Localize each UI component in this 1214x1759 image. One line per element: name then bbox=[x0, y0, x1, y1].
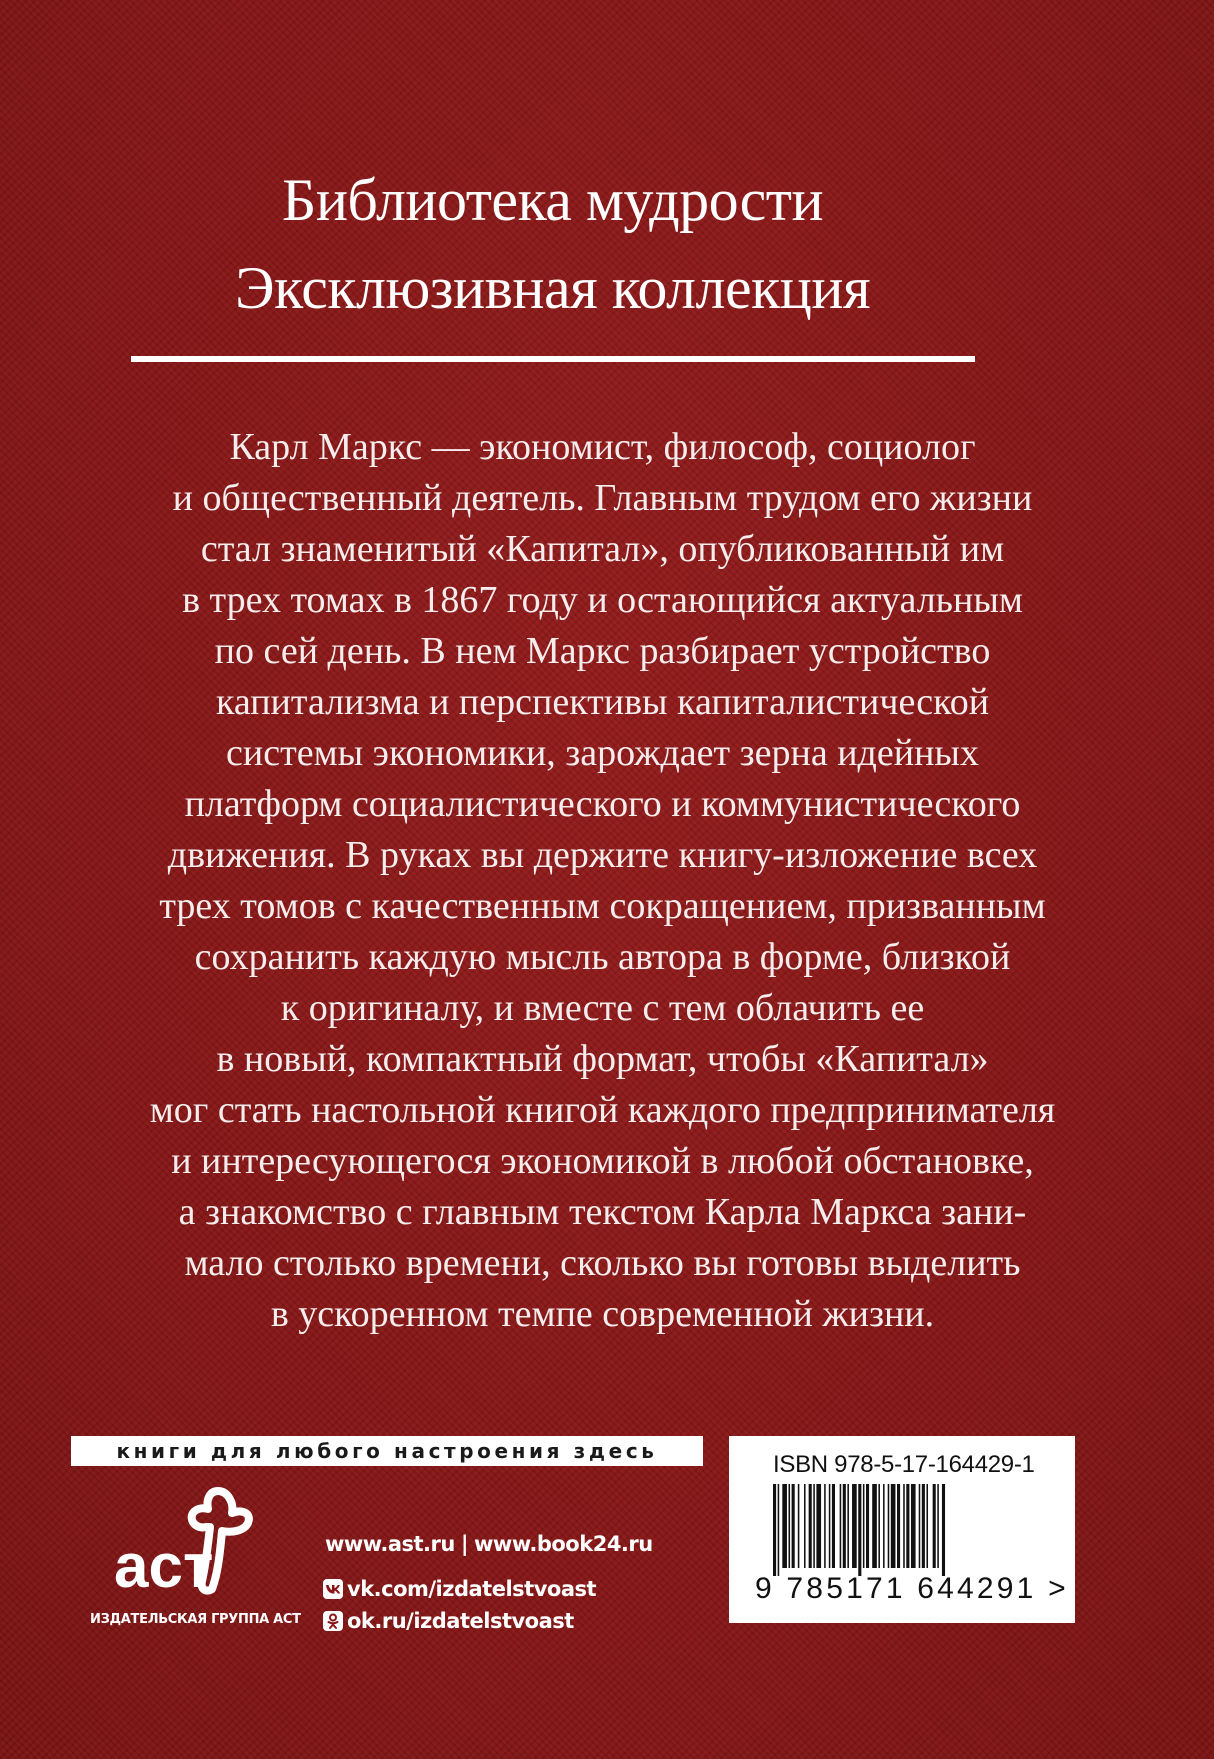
barcode-icon bbox=[773, 1484, 1023, 1576]
series-title-line2: Эксклюзивная коллекция bbox=[234, 255, 871, 321]
barcode-bar bbox=[824, 1484, 826, 1568]
barcode-bar bbox=[866, 1484, 869, 1568]
description-line: в новый, компактный формат, чтобы «Капитал» bbox=[216, 1038, 989, 1080]
description-line: и общественный деятель. Главным трудом его жизни bbox=[172, 477, 1033, 519]
vk-link[interactable]: vk.com/izdatelstvoast bbox=[347, 1577, 597, 1601]
barcode-bar bbox=[816, 1484, 821, 1568]
description-line: стал знаменитый «Капитал», опубликованный им bbox=[200, 528, 1005, 570]
website-book24-link[interactable]: www.book24.ru bbox=[474, 1532, 653, 1556]
publisher-name: ИЗДАТЕЛЬСКАЯ ГРУППА АСТ bbox=[90, 1612, 301, 1627]
barcode-bar bbox=[813, 1484, 815, 1568]
barcode-bar bbox=[883, 1484, 885, 1568]
social-ok[interactable] bbox=[323, 1609, 574, 1633]
barcode-bar bbox=[832, 1484, 835, 1568]
description-line: трех томов с качественным сокращением, призванным bbox=[159, 885, 1046, 927]
barcode-bar bbox=[922, 1484, 925, 1568]
barcode-bar bbox=[798, 1484, 800, 1568]
description-line: в трех томах в 1867 году и остающийся актуальным bbox=[182, 579, 1023, 621]
barcode-bar bbox=[919, 1484, 921, 1568]
links-separator: | bbox=[460, 1532, 469, 1556]
barcode-bar bbox=[792, 1484, 795, 1568]
barcode-bar bbox=[888, 1484, 890, 1568]
ok-icon bbox=[323, 1611, 343, 1631]
barcode-bar bbox=[878, 1484, 880, 1568]
barcode-bar bbox=[789, 1484, 791, 1568]
barcode-bar bbox=[942, 1484, 945, 1576]
description-line: к оригиналу, и вместе с тем облачить ее bbox=[280, 987, 925, 1029]
barcode-bar bbox=[852, 1484, 857, 1568]
barcode-bar bbox=[906, 1484, 909, 1568]
barcode-bar bbox=[863, 1484, 865, 1568]
barcode-bar bbox=[840, 1484, 842, 1568]
barcode-digits: 9 785171 644291 > bbox=[755, 1572, 1069, 1605]
logo-letters: аст bbox=[114, 1532, 214, 1601]
barcode-bar bbox=[903, 1484, 905, 1568]
book-description bbox=[40, 422, 1165, 1340]
barcode-bar bbox=[843, 1484, 846, 1568]
barcode-bar bbox=[911, 1484, 916, 1568]
description-line: Карл Маркс — экономист, философ, социолог bbox=[229, 426, 976, 468]
barcode-bar bbox=[891, 1484, 896, 1568]
description-line: системы экономики, зарождает зерна идейных bbox=[226, 732, 979, 774]
barcode-bar bbox=[937, 1484, 939, 1568]
description-line: и интересующегося экономикой в любой обстановке, bbox=[171, 1140, 1034, 1182]
description-line: сохранить каждую мысль автора в форме, близкой bbox=[194, 936, 1011, 978]
barcode-bar bbox=[926, 1484, 928, 1568]
barcode-bar bbox=[809, 1484, 812, 1568]
barcode-bar bbox=[778, 1484, 780, 1576]
description-line: в ускоренном темпе современной жизни. bbox=[270, 1293, 935, 1335]
barcode-bar bbox=[897, 1484, 900, 1568]
isbn-barcode-box bbox=[729, 1436, 1075, 1623]
barcode-bar bbox=[858, 1484, 861, 1576]
publisher-slogan: книги для любого настроения здесь bbox=[71, 1436, 703, 1466]
description-line: платформ социалистического и коммунистического bbox=[184, 783, 1021, 825]
barcode-bar bbox=[782, 1484, 787, 1568]
barcode-bar bbox=[804, 1484, 806, 1568]
description-line: а знакомство с главным текстом Карла Маркса зани- bbox=[178, 1191, 1027, 1233]
barcode-bar bbox=[872, 1484, 877, 1568]
barcode-bar bbox=[773, 1484, 776, 1576]
description-line: капитализма и перспективы капиталистической bbox=[215, 681, 990, 723]
description-line: движения. В руках вы держите книгу-изложение всех bbox=[167, 834, 1038, 876]
description-line: мог стать настольной книгой каждого предпринимателя bbox=[149, 1089, 1056, 1131]
title-divider bbox=[131, 356, 975, 362]
vk-icon bbox=[323, 1579, 343, 1599]
description-line: мало столько времени, сколько вы готовы выделить bbox=[184, 1242, 1021, 1284]
series-title-line1: Библиотека мудрости bbox=[281, 167, 824, 233]
publisher-websites bbox=[325, 1532, 653, 1556]
barcode-bar bbox=[829, 1484, 831, 1568]
description-line: по сей день. В нем Маркс разбирает устройство bbox=[214, 630, 991, 672]
barcode-bar bbox=[933, 1484, 936, 1568]
website-ast-link[interactable]: www.ast.ru bbox=[325, 1532, 455, 1556]
ok-link[interactable]: ok.ru/izdatelstvoast bbox=[347, 1609, 574, 1633]
barcode-bar bbox=[847, 1484, 849, 1568]
social-vk[interactable] bbox=[323, 1577, 596, 1601]
ast-logo bbox=[110, 1483, 280, 1613]
isbn-number: ISBN 978-5-17-164429-1 bbox=[773, 1451, 1035, 1478]
